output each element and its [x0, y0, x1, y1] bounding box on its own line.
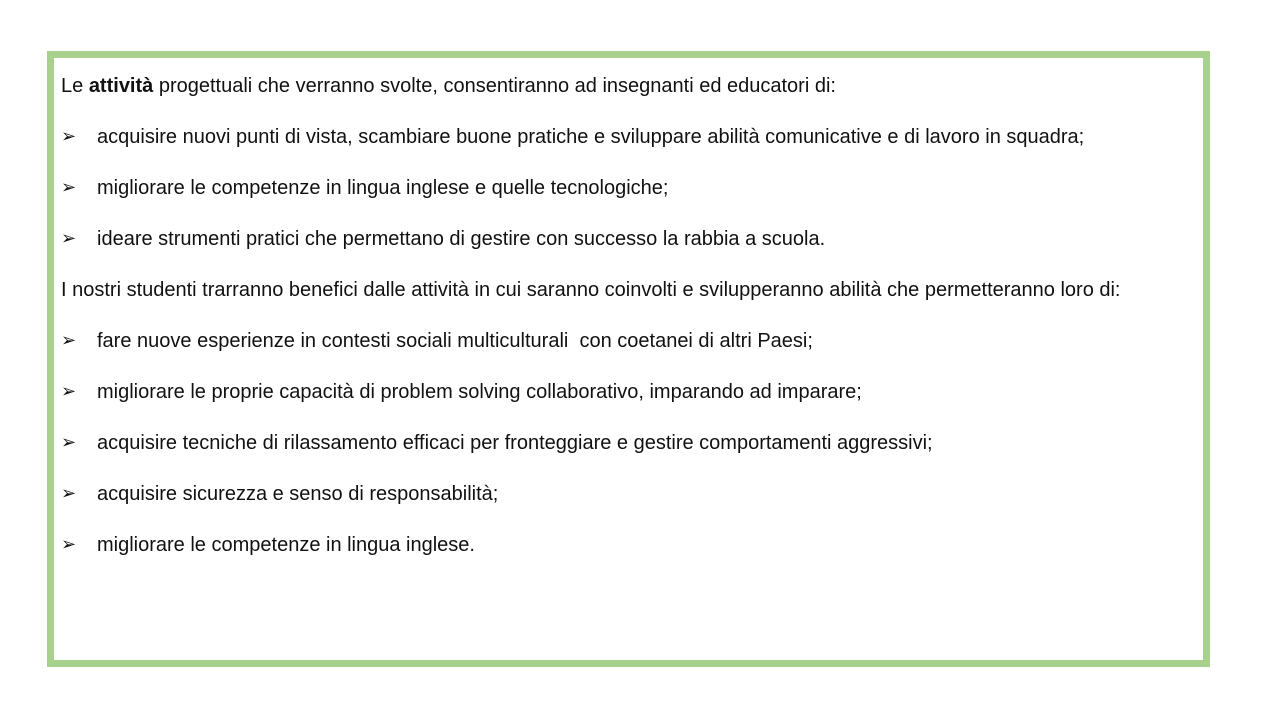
intro-paragraph — [61, 67, 1195, 105]
intro-suffix: progettuali che verranno svolte, consentiranno ad insegnanti ed educatori di: — [153, 75, 836, 97]
student-item-text: acquisire sicurezza e senso di responsabilità; — [97, 483, 499, 505]
arrowhead-bullet-icon: ➢ — [61, 534, 77, 555]
intro-bold-word: attività — [88, 75, 154, 97]
teacher-item-text: migliorare le competenze in lingua inglese e quelle tecnologiche; — [97, 177, 669, 199]
teacher-item-text: acquisire nuovi punti di vista, scambiare buone pratiche e sviluppare abilità comunicative e di lavoro in squadra; — [97, 126, 1085, 148]
student-list-item — [61, 373, 1195, 411]
student-list-item — [61, 526, 1195, 564]
student-item-text: acquisire tecniche di rilassamento efficaci per fronteggiare e gestire comportamenti aggressivi; — [97, 432, 933, 454]
student-list-item — [61, 475, 1195, 513]
teacher-item-text: ideare strumenti pratici che permettano di gestire con successo la rabbia a scuola. — [97, 228, 826, 250]
intro-prefix: Le — [61, 75, 89, 97]
teacher-list-item — [61, 118, 1195, 156]
arrowhead-bullet-icon: ➢ — [61, 432, 77, 453]
arrowhead-bullet-icon: ➢ — [61, 126, 77, 147]
arrowhead-bullet-icon: ➢ — [61, 483, 77, 504]
teacher-list-item — [61, 169, 1195, 207]
arrowhead-bullet-icon: ➢ — [61, 381, 77, 402]
teacher-list-item — [61, 220, 1195, 258]
arrowhead-bullet-icon: ➢ — [61, 330, 77, 351]
students-paragraph: I nostri studenti trarranno benefici dalle attività in cui saranno coinvolti e svilupperanno abilità che permetteranno loro di: — [61, 279, 1121, 301]
student-item-text: migliorare le proprie capacità di problem solving collaborativo, imparando ad imparare; — [97, 381, 862, 403]
student-list-item — [61, 424, 1195, 462]
student-list-item — [61, 322, 1195, 360]
student-item-text: fare nuove esperienze in contesti sociali multiculturali con coetanei di altri Paesi; — [97, 330, 813, 352]
arrowhead-bullet-icon: ➢ — [61, 228, 77, 249]
bordered-text-box — [47, 51, 1210, 667]
text-content — [61, 67, 1195, 577]
student-item-text: migliorare le competenze in lingua inglese. — [97, 534, 475, 556]
arrowhead-bullet-icon: ➢ — [61, 177, 77, 198]
